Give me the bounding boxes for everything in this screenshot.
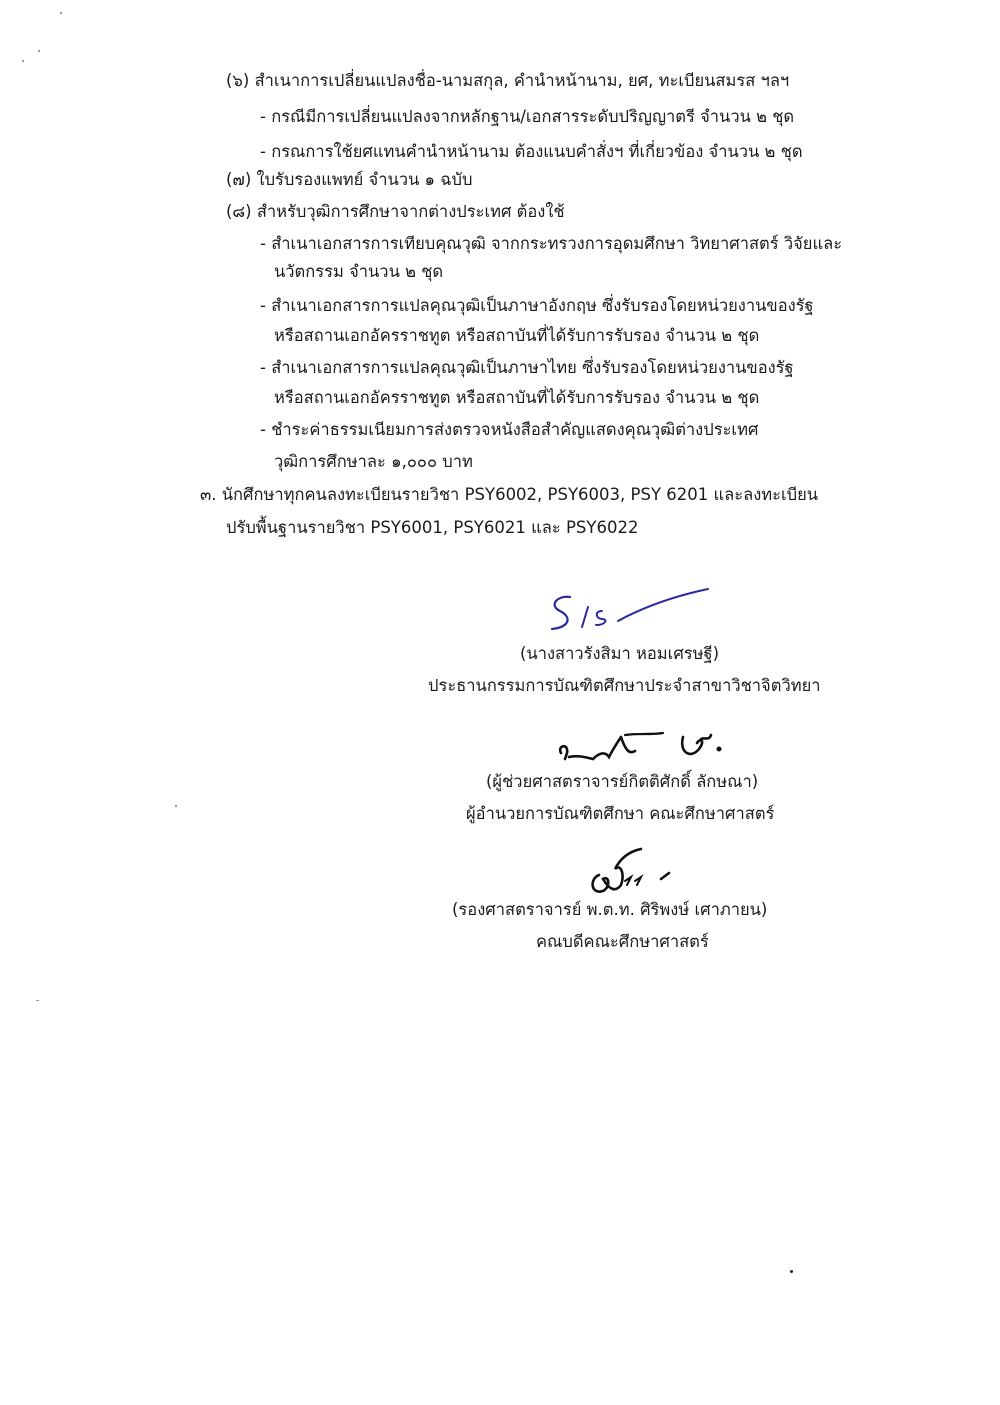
signature-3 bbox=[585, 845, 685, 900]
scan-speck bbox=[36, 1000, 39, 1001]
scan-speck bbox=[175, 805, 177, 807]
sub-item-thai-translation-cont: หรือสถานเอกอัครราชทูต หรือสถาบันที่ได้รับการรับรอง จำนวน ๒ ชุด bbox=[274, 388, 760, 407]
sub-item-equivalence-cont: นวัตกรรม จำนวน ๒ ชุด bbox=[274, 262, 444, 281]
signature-1 bbox=[540, 585, 715, 640]
signature-2 bbox=[555, 723, 735, 768]
signature-2-name: (ผู้ช่วยศาสตราจารย์กิตติศักดิ์ ลักษณา) bbox=[486, 772, 759, 791]
list-item-3-cont: ปรับพื้นฐานรายวิชา PSY6001, PSY6021 และ PSY6022 bbox=[226, 518, 639, 537]
list-item-3: ๓. นักศึกษาทุกคนลงทะเบียนรายวิชา PSY6002, PSY6003, PSY 6201 และลงทะเบียน bbox=[200, 485, 819, 504]
list-item-8: (๘) สำหรับวุฒิการศึกษาจากต่างประเทศ ต้องใช้ bbox=[226, 202, 565, 221]
list-item-7: (๗) ใบรับรองแพทย์ จำนวน ๑ ฉบับ bbox=[226, 170, 473, 189]
sub-item-rank-title: - กรณการใช้ยศแทนคำนำหน้านาม ต้องแนบคำสั่งฯ ที่เกี่ยวข้อง จำนวน ๒ ชุด bbox=[260, 142, 803, 161]
sub-item-thai-translation: - สำเนาเอกสารการแปลคุณวุฒิเป็นภาษาไทย ซึ่งรับรองโดยหน่วยงานของรัฐ bbox=[260, 358, 794, 377]
signature-3-title: คณบดีคณะศึกษาศาสตร์ bbox=[536, 932, 709, 951]
sub-item-english-translation-cont: หรือสถานเอกอัครราชทูต หรือสถาบันที่ได้รับการรับรอง จำนวน ๒ ชุด bbox=[274, 326, 760, 345]
signature-1-name: (นางสาวรังสิมา หอมเศรษฐี) bbox=[520, 644, 720, 663]
sub-item-english-translation: - สำเนาเอกสารการแปลคุณวุฒิเป็นภาษาอังกฤษ ซึ่งรับรองโดยหน่วยงานของรัฐ bbox=[260, 296, 814, 315]
scan-speck bbox=[22, 60, 24, 62]
scan-speck bbox=[790, 1270, 793, 1273]
sub-item-fee: - ชำระค่าธรรมเนียมการส่งตรวจหนังสือสำคัญแสดงคุณวุฒิต่างประเทศ bbox=[260, 420, 759, 439]
sub-item-equivalence: - สำเนาเอกสารการเทียบคุณวุฒิ จากกระทรวงการอุดมศึกษา วิทยาศาสตร์ วิจัยและ bbox=[260, 234, 843, 253]
list-item-6: (๖) สำเนาการเปลี่ยนแปลงชื่อ-นามสกุล, คำนำหน้านาม, ยศ, ทะเบียนสมรส ฯลฯ bbox=[226, 71, 790, 90]
sub-item-name-change: - กรณีมีการเปลี่ยนแปลงจากหลักฐาน/เอกสารระดับปริญญาตรี จำนวน ๒ ชุด bbox=[260, 107, 795, 126]
signature-3-name: (รองศาสตราจารย์ พ.ต.ท. ศิริพงษ์ เศาภายน) bbox=[452, 900, 768, 919]
sub-item-fee-cont: วุฒิการศึกษาละ ๑,๐๐๐ บาท bbox=[274, 452, 473, 471]
signature-1-title: ประธานกรรมการบัณฑิตศึกษาประจำสาขาวิชาจิตวิทยา bbox=[428, 676, 821, 695]
signature-2-title: ผู้อำนวยการบัณฑิตศึกษา คณะศึกษาศาสตร์ bbox=[466, 804, 775, 823]
scan-speck bbox=[60, 12, 62, 14]
scan-speck bbox=[38, 50, 40, 52]
